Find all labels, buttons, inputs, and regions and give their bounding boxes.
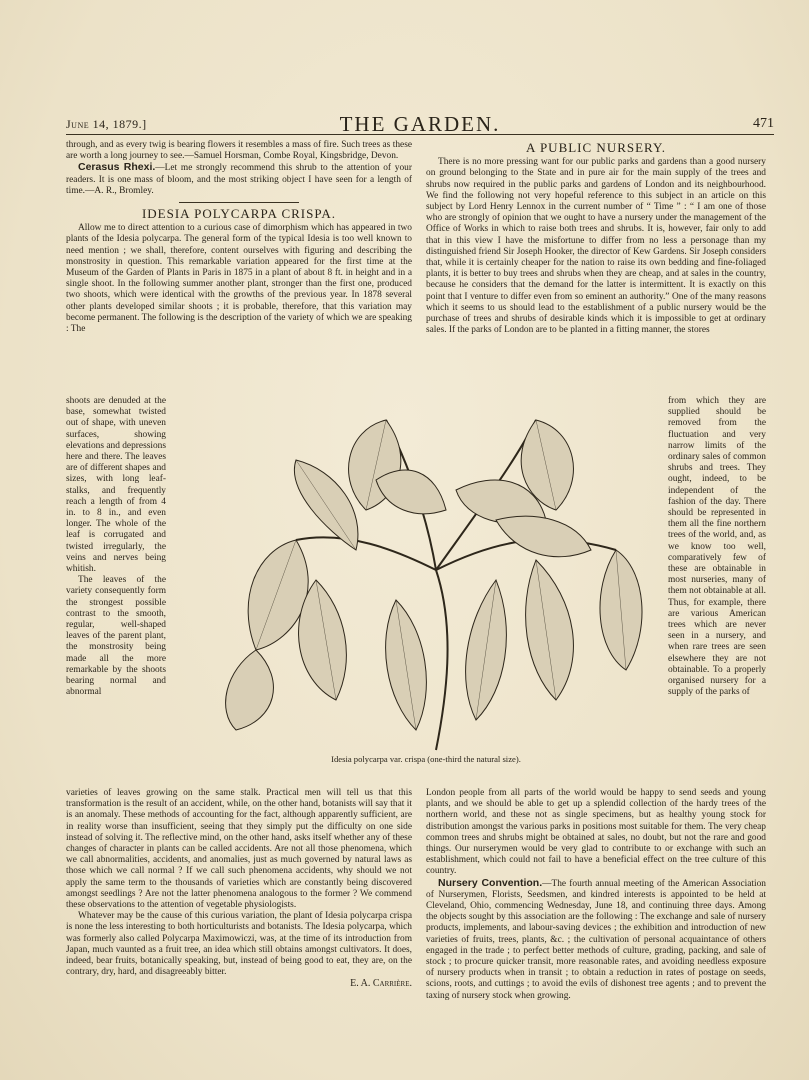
narrow-left-column (66, 396, 166, 788)
stores-paragraph: from which they are supplied should be removed from the fluctuation and very narrow limits of the ordinary sales of common shrubs and trees. They ought, indeed, to be independent of the fashion of the day. There should be represented in them all the fine northern trees of the world, and, as we know too well, comparatively few of these are obtainable in most nurseries, many of them not obtainable at all. Thus, for example, there are various American trees which are never seen in a nursery, and when rare trees are seen elsewhere they are not obtainable. To a properly organised nursery for a supply of the parks of (668, 396, 766, 698)
varieties-paragraph: varieties of leaves growing on the same stalk. Practical men will tell us that this transformation is the result of an accident, while, on the other hand, botanists will say that it is an anomaly. These methods of accounting for the fact, although apparently sufficient, are in reality worse than insufficient, seeing that they simply put the difficulty on one side instead of solving it. The reflective mind, on the other hand, asks itself whether any of these changes of character in plants can be called accidents. Are not all those phenomena, which we call abnormalities, accidents, and anomalies, just as much governed by natural laws as those which we call normal ? If we call such phenomena accidents, why should we not apply the same term to the thousands of varieties which are constantly being discovered amongst seedlings ? Are not the latter phenomena analogous to the former ? We commend these observations to the attention of vegetable physiologists. (66, 788, 412, 911)
lower-right-column (426, 788, 766, 1070)
london-paragraph: London people from all parts of the world would be happy to send seeds and young plants, and we should be able to get up a splendid collection of the hardy trees of the northern world, and these not as single specimens, but as healthy young stock for distribution amongst the various parks in positions most suitable for them. The very cheap common trees and shrubs might be obtained at sales, no doubt, but not the rare and good things. Our nurserymen would be very glad to contribute to or exchange with such an establishment, which could not fail to have a beneficial effect on the tree culture of this country. (426, 788, 766, 877)
leaves-paragraph: The leaves of the variety consequently form the strongest possible contrast to the smooth, regular, well-shaped leaves of the parent plant, the monstrosity being made all the more remarkable by the shoots bearing normal and abnormal (66, 575, 166, 698)
nursery-convention-paragraph (426, 878, 766, 1002)
idesia-title: IDESIA POLYCARPA CRISPA. (141, 206, 337, 222)
left-column-top (66, 140, 412, 396)
horsman-paragraph: through, and as every twig is bearing flowers it resembles a mass of fire. Such trees as these are worth a long journey to see.—Samuel Horsman, Combe Royal, Kingsbridge, Devon. (66, 140, 412, 162)
nursery-convention-body: —The fourth annual meeting of the American Association of Nurserymen, Florists, Seedsmen, and kindred interests is appointed to be held at Cleveland, Ohio, commencing Wednesday, June 18, and continuing three days. Among the objects sought by this association are the following : The exchange and sale of nursery products, implements, and labour-saving devices ; the exhibition and introduction of new varieties of fruits, trees, plants, &c. ; the cultivation of personal acquaintance of others engaged in the trade ; to perfect better methods of culture, grading, packing, and sale of stock ; to procure quicker transit, more reasonable rates, and avoiding needless exposure of nursery products when in transit ; to obtain a reduction in rates of postage on seeds, scions, roots, and cuttings ; to avoid the evils of dishonest tree agents ; and to prevent the taxing of nursery stock when growing. (426, 878, 766, 1001)
public-nursery-title: A PUBLIC NURSERY. (526, 140, 666, 155)
cerasus-paragraph (66, 162, 412, 197)
cerasus-heading: Cerasus Rhexi. (78, 161, 156, 174)
page-header (66, 112, 774, 134)
header-rule (66, 134, 774, 135)
lower-left-column (66, 788, 412, 1070)
idesia-illustration (196, 400, 656, 760)
idesia-paragraph: Allow me to direct attention to a curious case of dimorphism which has appeared in two plants of the Idesia polycarpa. The general form of the typical Idesia is too well known to need mention ; we shall, therefore, content ourselves with figuring and describing the monstrosity in question. This remarkable variation appeared for the first time at the Museum of the Garden of Plants in Paris in 1875 in a plant of about 8 ft. in height and in a single shoot. In the following summer another plant, stronger than the first one, produced two shoots, which were identical with the growths of the previous year. In 1878 several other plants developed similar shoots ; it is probable, therefore, that this variation may become permanent. The following is the description of the variety of which we are speaking : The (66, 223, 412, 335)
publication-title: THE GARDEN. (339, 112, 501, 136)
whatever-paragraph: Whatever may be the cause of this curious variation, the plant of Idesia polycarpa crispa is none the less interesting to both horticulturists and botanists. The Idesia polycarpa, which was formerly also called Polycarpa Maximowiczi, was, at the time of its introduction from Japan, much vaunted as a fruit tree, an idea which still obtains amongst cultivators. It does, indeed, bear fruits, botanically speaking, but, instead of being good to eat, they are, on the contrary, dry, hard, and disagreeably bitter. (66, 911, 412, 978)
public-nursery-paragraph: There is no more pressing want for our public parks and gardens than a good nursery on ground belonging to the State and in pure air for the main supply of the trees and shrubs now required in the public parks and gardens of London and its neighbourhood. We find the following not very hopeful reference to this subject in an article on this subject by Lord Henry Lennox in the current number of “ Time ” : “ I am one of those who are strongly of opinion that we ought to have a nursery under the management of the Office of Works in which to raise both trees and shrubs. It is, however, fair only to add that in this view I have the misfortune to differ from no less a personage than my distinguished friend Sir Joseph Hooker, the director of Kew Gardens. Sir Joseph considers that, while it is certainly cheaper for the nation to raise its own bedding and fine-foliaged plants, it is better to buy trees and shrubs when they are cheap, and at sales in the country, because he considers that the demand for the latter is intermittent. It is exactly on this point that I venture to differ even from so eminent an authority.” One of the many reasons which it seems to us should lead to the establishment of a public nursery would be the purchase of trees and shrubs of desirable kinds which it is impossible to get at ordinary sales. If the parks of London are to be planted in a fitting manner, the stores (426, 157, 766, 336)
section-divider (179, 202, 299, 203)
cerasus-body: —Let me strongly recommend this shrub to the attention of your readers. It is one mass of bloom, and the most striking object I have seen for a length of time.—A. R., Bromley. (66, 163, 412, 196)
nursery-convention-heading: Nursery Convention. (438, 876, 543, 889)
page-number: 471 (753, 116, 774, 131)
signature: E. A. Carrière. (350, 978, 412, 990)
shoots-paragraph: shoots are denuded at the base, somewhat twisted out of shape, with uneven surfaces, showing elevations and depressions here and there. The leaves are of different shapes and sizes, with long leaf-stalks, and frequently reach a length of from 4 in. to 8 in., and even longer. The whole of the leaf is corrugated and twisted irregularly, the veins and nerves being whitish. (66, 396, 166, 575)
right-column-top (426, 140, 766, 392)
figure-caption: Idesia polycarpa var. crispa (one-third the natural size). (331, 754, 521, 764)
narrow-right-column (668, 396, 766, 788)
issue-date: June 14, 1879.] (66, 117, 147, 131)
